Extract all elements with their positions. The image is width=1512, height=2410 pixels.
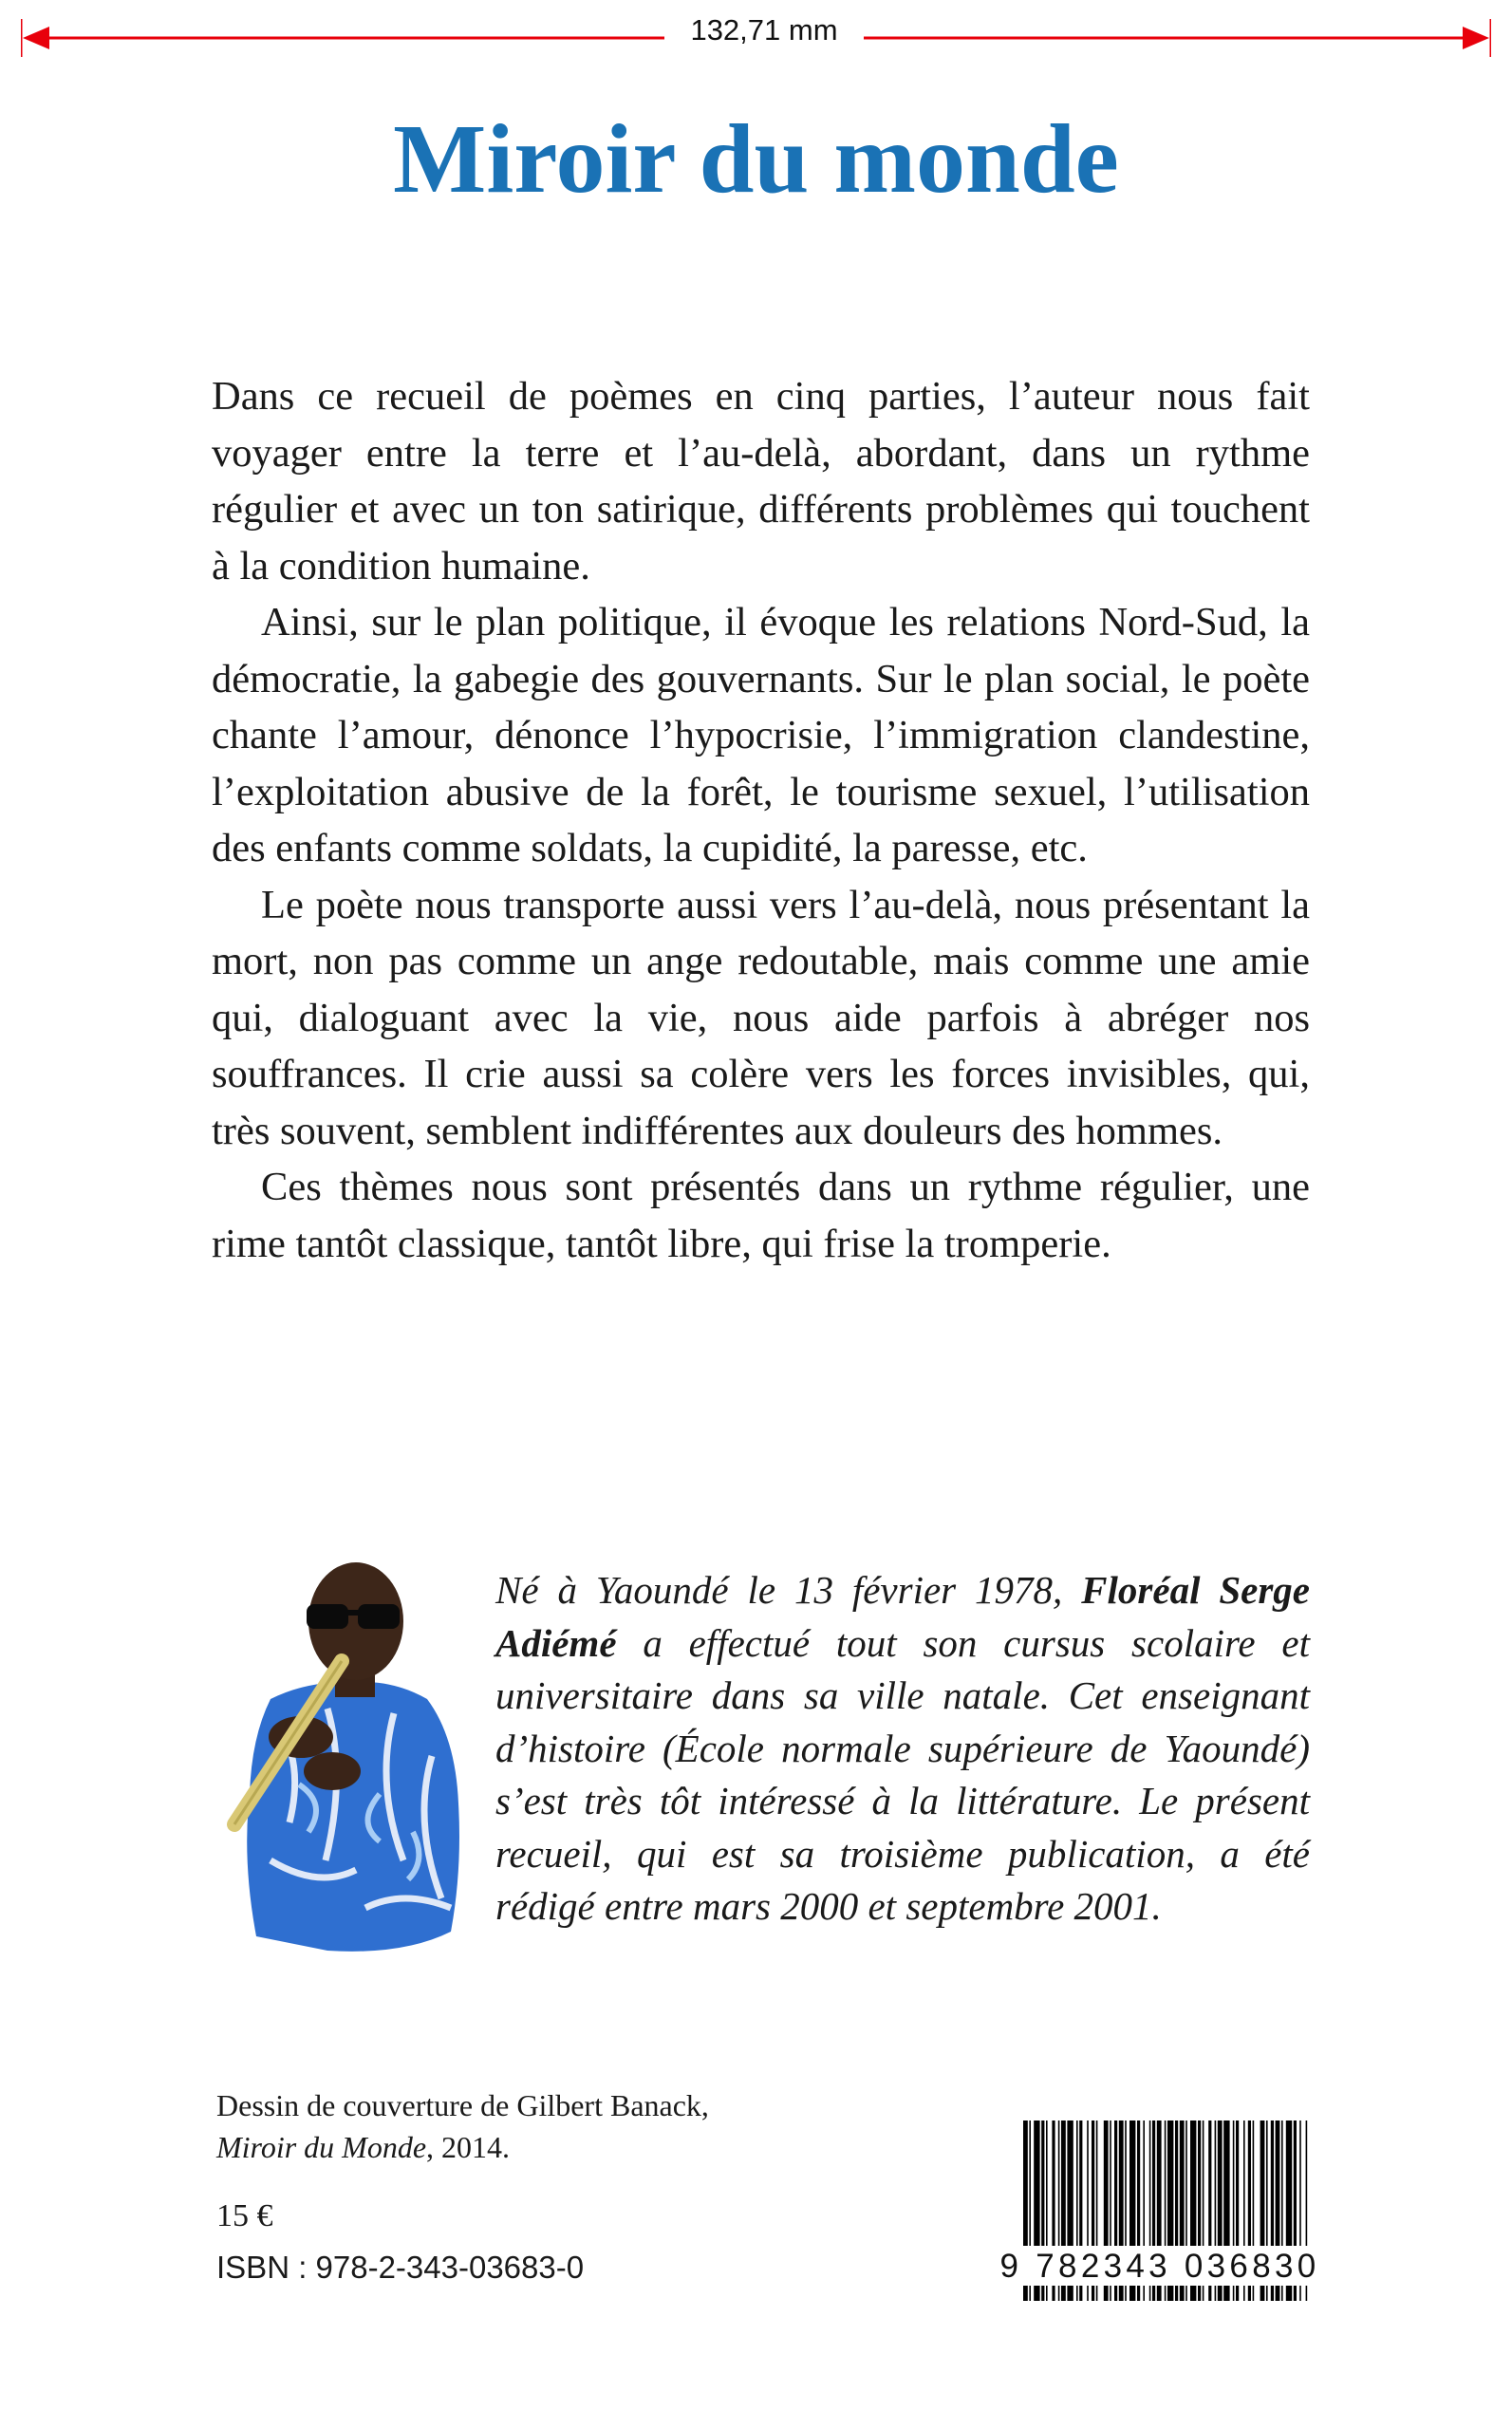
barcode-digits: 9 782343 036830 (999, 2248, 1320, 2285)
isbn-number: ISBN : 978-2-343-03683-0 (216, 2250, 585, 2285)
credit-work-line (216, 2126, 824, 2168)
book-title: Miroir du monde (393, 104, 1119, 214)
back-cover-blurb (212, 368, 1310, 1272)
author-bio (495, 1564, 1310, 1934)
price: 15 € (216, 2198, 273, 2233)
author-photo-icon (214, 1547, 489, 1955)
bio-text: a effectué tout son cursus scolaire et universitaire dans sa ville natale. Cet enseignant d’histoire (École normale supérieure de Yaoundé) s’est très tôt intéressé à la littérature. Le présent recueil, qui est sa troisième publication, a été rédigé entre mars 2000 et septembre 2001. (495, 1620, 1310, 1928)
credit-year: , 2014. (426, 2130, 511, 2164)
blurb-paragraph: Le poète nous transporte aussi vers l’au-delà, nous présentant la mort, non pas comme un ange redoutable, mais comme une amie qui, dialoguant avec la vie, nous aide parfois à abréger nos souffrances. Il crie aussi sa colère vers les forces invisibles, qui, très souvent, semblent indifférentes aux douleurs des hommes. (212, 882, 1310, 1153)
author-name: Floréal Serge Adiémé (495, 1568, 1311, 1665)
blurb-paragraph: Ces thèmes nous sont présentés dans un rythme régulier, une rime tantôt classique, tantôt libre, qui frise la tromperie. (212, 1165, 1310, 1266)
credit-line: Dessin de couverture de Gilbert Banack, (216, 2088, 709, 2122)
blurb-paragraph: Ainsi, sur le plan politique, il évoque les relations Nord-Sud, la démocratie, la gabegie des gouvernants. Sur le plan social, le poète chante l’amour, dénonce l’hypocrisie, l’immigration clandestine, l’exploitation abusive de la forêt, le tourisme sexuel, l’utilisation des enfants comme soldats, la cupidité, la paresse, etc. (212, 600, 1310, 870)
cover-credit (216, 2084, 824, 2168)
bio-intro: Né à Yaoundé le 13 février 1978, (495, 1568, 1082, 1612)
credit-work-title: Miroir du Monde (216, 2130, 427, 2164)
blurb-paragraph: Dans ce recueil de poèmes en cinq parties, l’auteur nous fait voyager entre la terre et l’au-delà, abordant, dans un rythme régulier et avec un ton satirique, différents problèmes qui touchent à la condition humaine. (212, 374, 1310, 588)
dimension-label: 132,71 mm (664, 13, 864, 47)
